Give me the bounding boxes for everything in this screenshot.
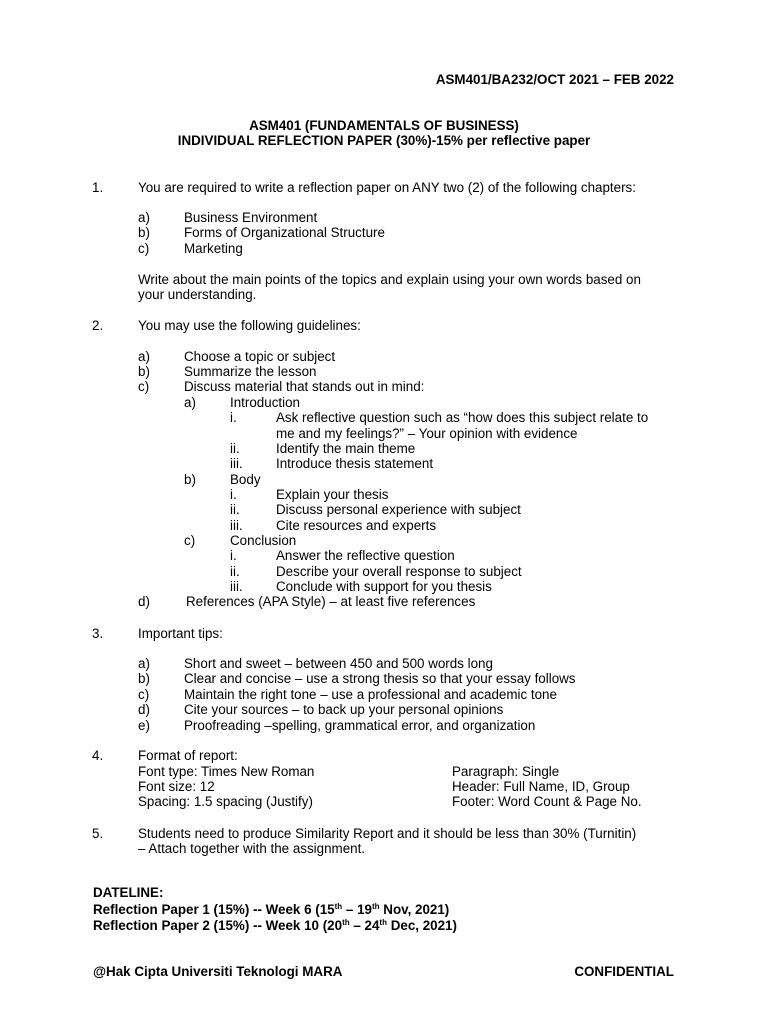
list-label: a) <box>138 210 150 225</box>
list-label: d) <box>138 702 150 717</box>
header-course-code: ASM401/BA232/OCT 2021 – FEB 2022 <box>435 72 674 87</box>
list-label: d) <box>138 594 150 609</box>
format-paragraph: Paragraph: Single <box>452 764 560 779</box>
list-item: Clear and concise – use a strong thesis so that your essay follows <box>184 671 576 686</box>
roman-item: Explain your thesis <box>276 487 389 502</box>
sublist-label: c) <box>184 533 196 548</box>
sublist-item-body: Body <box>230 472 261 487</box>
format-font-type: Font type: Times New Roman <box>138 764 315 779</box>
list-label: b) <box>138 225 150 240</box>
sublist-label: a) <box>184 395 196 410</box>
list-item: Forms of Organizational Structure <box>184 225 385 240</box>
dateline-title: DATELINE: <box>93 885 164 900</box>
dateline-paper-1: Reflection Paper 1 (15%) -- Week 6 (15th – 19th Nov, 2021) <box>93 902 450 917</box>
section-3-number: 3. <box>92 626 104 641</box>
roman-item-cont: me and my feelings?” – Your opinion with evidence <box>276 426 578 441</box>
format-footer: Footer: Word Count & Page No. <box>452 794 642 809</box>
list-label: a) <box>138 656 150 671</box>
roman-item: Introduce thesis statement <box>276 456 434 471</box>
sublist-item-introduction: Introduction <box>230 395 300 410</box>
list-item: Cite your sources – to back up your personal opinions <box>184 702 504 717</box>
section-1-number: 1. <box>92 180 104 195</box>
list-item: Short and sweet – between 450 and 500 words long <box>184 656 493 671</box>
list-label: b) <box>138 364 150 379</box>
list-label: e) <box>138 718 150 733</box>
footer-copyright: @Hak Cipta Universiti Teknologi MARA <box>93 964 343 979</box>
section-1-text: You are required to write a reflection paper on ANY two (2) of the following chapters: <box>138 180 636 195</box>
list-label: b) <box>138 671 150 686</box>
list-label: c) <box>138 379 150 394</box>
roman-label: i. <box>230 548 237 563</box>
list-item: References (APA Style) – at least five references <box>186 594 476 609</box>
section-2-number: 2. <box>92 318 104 333</box>
roman-item: Answer the reflective question <box>276 548 455 563</box>
list-label: c) <box>138 687 150 702</box>
document-title: ASM401 (FUNDAMENTALS OF BUSINESS) <box>249 118 519 133</box>
format-spacing: Spacing: 1.5 spacing (Justify) <box>138 794 313 809</box>
list-item: Business Environment <box>184 210 318 225</box>
section-3-text: Important tips: <box>138 626 223 641</box>
sublist-label: b) <box>184 472 196 487</box>
roman-label: ii. <box>230 564 240 579</box>
roman-item: Ask reflective question such as “how does this subject relate to <box>276 410 649 425</box>
section-5-number: 5. <box>92 826 104 841</box>
roman-label: iii. <box>230 456 243 471</box>
section-2-text: You may use the following guidelines: <box>138 318 361 333</box>
list-item: Discuss material that stands out in mind: <box>184 379 425 394</box>
section-5-text: Students need to produce Similarity Report and it should be less than 30% (Turnitin) <box>138 826 637 841</box>
list-item: Marketing <box>184 241 243 256</box>
list-label: a) <box>138 349 150 364</box>
document-subtitle: INDIVIDUAL REFLECTION PAPER (30%)-15% per reflective paper <box>177 133 591 148</box>
dateline-paper-2: Reflection Paper 2 (15%) -- Week 10 (20th – 24th Dec, 2021) <box>93 918 457 933</box>
roman-label: i. <box>230 487 237 502</box>
section-5-text-cont: – Attach together with the assignment. <box>138 841 366 856</box>
format-font-size: Font size: 12 <box>138 779 215 794</box>
roman-item: Describe your overall response to subject <box>276 564 522 579</box>
roman-item: Conclude with support for you thesis <box>276 579 492 594</box>
roman-label: ii. <box>230 502 240 517</box>
roman-label: iii. <box>230 518 243 533</box>
roman-label: ii. <box>230 441 240 456</box>
list-label: c) <box>138 241 150 256</box>
section-4-text: Format of report: <box>138 748 238 763</box>
roman-label: i. <box>230 410 237 425</box>
roman-label: iii. <box>230 579 243 594</box>
list-item: Maintain the right tone – use a professional and academic tone <box>184 687 557 702</box>
section-1-paragraph-cont: your understanding. <box>138 287 257 302</box>
list-item: Proofreading –spelling, grammatical error, and organization <box>184 718 536 733</box>
roman-item: Cite resources and experts <box>276 518 437 533</box>
roman-item: Identify the main theme <box>276 441 416 456</box>
format-header: Header: Full Name, ID, Group <box>452 779 630 794</box>
roman-item: Discuss personal experience with subject <box>276 502 521 517</box>
section-1-paragraph: Write about the main points of the topics and explain using your own words based on <box>138 272 641 287</box>
footer-confidential: CONFIDENTIAL <box>574 964 674 979</box>
section-4-number: 4. <box>92 748 104 763</box>
list-item: Summarize the lesson <box>184 364 317 379</box>
sublist-item-conclusion: Conclusion <box>230 533 297 548</box>
list-item: Choose a topic or subject <box>184 349 336 364</box>
